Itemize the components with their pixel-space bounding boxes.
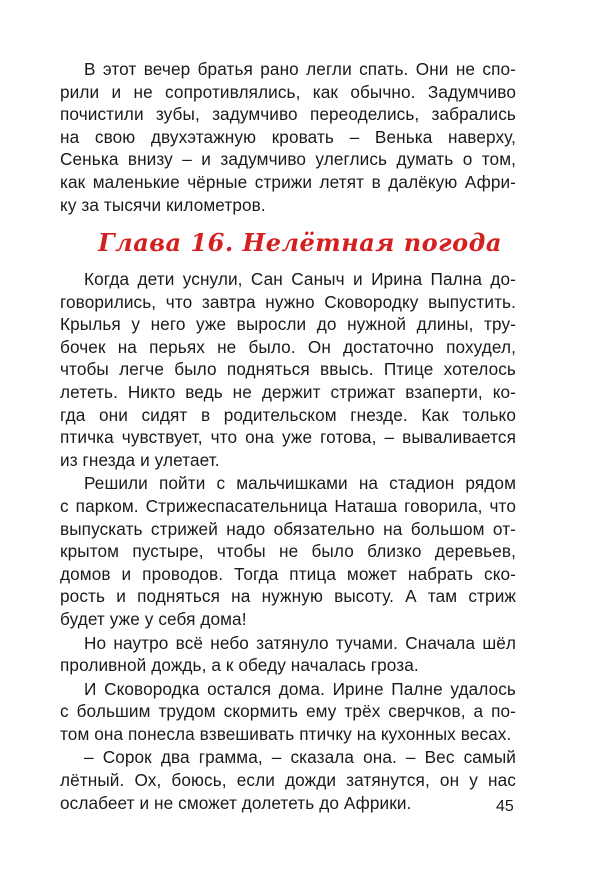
text-line: рили и не сопротивлялись, как обычно. Задумчиво: [60, 81, 516, 102]
text-line: проливной дождь, а к обеду началась гроза.: [60, 655, 419, 676]
text-line: с большим трудом скормить ему трёх сверчков, а по-: [60, 701, 516, 722]
paragraph: [60, 746, 516, 814]
text-line: ку за тысячи километров.: [60, 194, 266, 215]
text-line: из гнезда и улетает.: [60, 449, 220, 470]
paragraph: [60, 472, 516, 630]
text-line: В этот вечер братья рано легли спать. Они не спо-: [84, 59, 516, 79]
text-line: говорились, что завтра нужно Сковородку выпустить.: [60, 291, 516, 312]
text-line: Когда дети уснули, Сан Саныч и Ирина Пална до-: [84, 269, 516, 289]
text-line: домов и проводов. Тогда птица может набрать ско-: [60, 563, 516, 584]
text-line: чтобы легче было подняться ввысь. Птице хотелось: [60, 359, 516, 380]
text-line: гда они сидят в родительском гнезде. Как только: [60, 404, 516, 425]
text-line: Но наутро всё небо затянуло тучами. Сначала шёл: [84, 632, 516, 653]
text-line: Крылья у него уже выросли до нужной длины, тру-: [60, 314, 516, 335]
paragraph: [60, 632, 516, 677]
text-line: почистили зубы, задумчиво переоделись, забрались: [60, 104, 516, 125]
chapter-title: Глава 16. Нелётная погода: [98, 228, 502, 257]
text-line: бочек на перьях не было. Он достаточно похудел,: [60, 336, 516, 357]
page-number: 45: [496, 798, 514, 815]
text-line: – Сорок два грамма, – сказала она. – Вес самый: [84, 747, 516, 768]
text-line: И Сковородка остался дома. Ирине Палне удалось: [84, 678, 516, 699]
chapter-body: [60, 268, 516, 815]
paragraph: [60, 678, 516, 746]
text-line: том она понесла взвешивать птичку на кухонных весах.: [60, 723, 512, 744]
text-line: с парком. Стрижеспасательница Наташа говорила, что: [60, 495, 516, 516]
text-line: птичка чувствует, что она уже готова, – вываливается: [60, 427, 516, 448]
text-line: на свою двухэтажную кровать – Венька наверху,: [60, 126, 516, 147]
text-line: лететь. Никто ведь не держит стрижат взаперти, ко-: [60, 381, 516, 402]
text-line: как маленькие чёрные стрижи летят в далёкую Афри-: [60, 171, 516, 192]
text-line: ослабеет и не сможет долететь до Африки.: [60, 792, 412, 813]
text-line: Сенька внизу – и задумчиво улеглись думать о том,: [60, 149, 516, 170]
paragraph: [60, 268, 516, 471]
text-line: крытом пустыре, чтобы не было близко деревьев,: [60, 541, 516, 562]
text-line: Решили пойти с мальчишками на стадион рядом: [84, 473, 516, 494]
intro-paragraph: [60, 58, 516, 216]
text-line: выпускать стрижей надо обязательно на большом от-: [60, 518, 516, 539]
text-line: рость и подняться на нужную высоту. А там стриж: [60, 586, 516, 607]
text-line: будет уже у себя дома!: [60, 608, 247, 629]
text-line: лётный. Ох, боюсь, если дожди затянутся, он у нас: [60, 770, 516, 791]
